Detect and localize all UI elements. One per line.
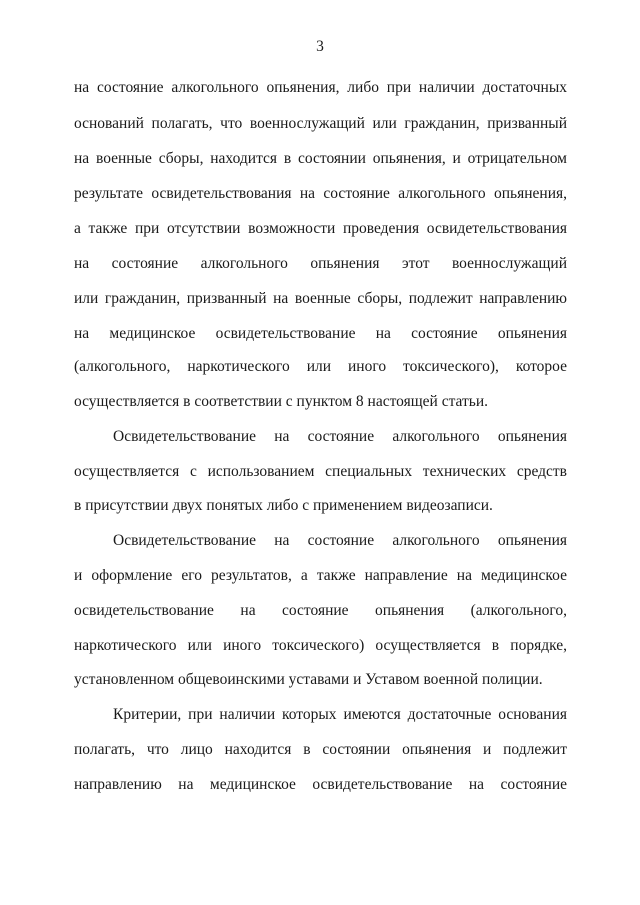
text-line: полагать, что лицо находится в состоянии опьянения и подлежит <box>74 741 567 758</box>
text-line: наркотического или иного токсического) осуществляется в порядке, <box>74 637 567 654</box>
text-line: Освидетельствование на состояние алкогольного опьянения <box>113 428 567 445</box>
text-line: на состояние алкогольного опьянения этот военнослужащий <box>74 255 567 272</box>
text-line: освидетельствование на состояние опьянения (алкогольного, <box>74 602 567 619</box>
text-line: установленном общевоинскими уставами и Уставом военной полиции. <box>74 671 543 688</box>
text-line: в присутствии двух понятых либо с применением видеозаписи. <box>74 497 493 514</box>
text-line: направлению на медицинское освидетельствование на состояние <box>74 776 567 793</box>
text-line: на состояние алкогольного опьянения, либо при наличии достаточных <box>74 79 567 96</box>
text-line: или гражданин, призванный на военные сборы, подлежит направлению <box>74 290 567 307</box>
text-line: результате освидетельствования на состояние алкогольного опьянения, <box>74 185 567 202</box>
text-line: Освидетельствование на состояние алкогольного опьянения <box>113 532 567 549</box>
text-line: оснований полагать, что военнослужащий или гражданин, призванный <box>74 115 567 132</box>
text-line: и оформление его результатов, а также направление на медицинское <box>74 567 567 584</box>
text-line: а также при отсутствии возможности проведения освидетельствования <box>74 220 567 237</box>
text-line: осуществляется в соответствии с пунктом 8 настоящей статьи. <box>74 393 489 410</box>
text-line: осуществляется с использованием специальных технических средств <box>74 463 567 480</box>
page-number: 3 <box>316 38 324 55</box>
text-line: Критерии, при наличии которых имеются достаточные основания <box>113 706 567 723</box>
text-line: на медицинское освидетельствование на состояние опьянения <box>74 325 567 342</box>
text-line: (алкогольного, наркотического или иного токсического), которое <box>74 358 567 375</box>
text-line: на военные сборы, находится в состоянии опьянения, и отрицательном <box>74 150 567 167</box>
